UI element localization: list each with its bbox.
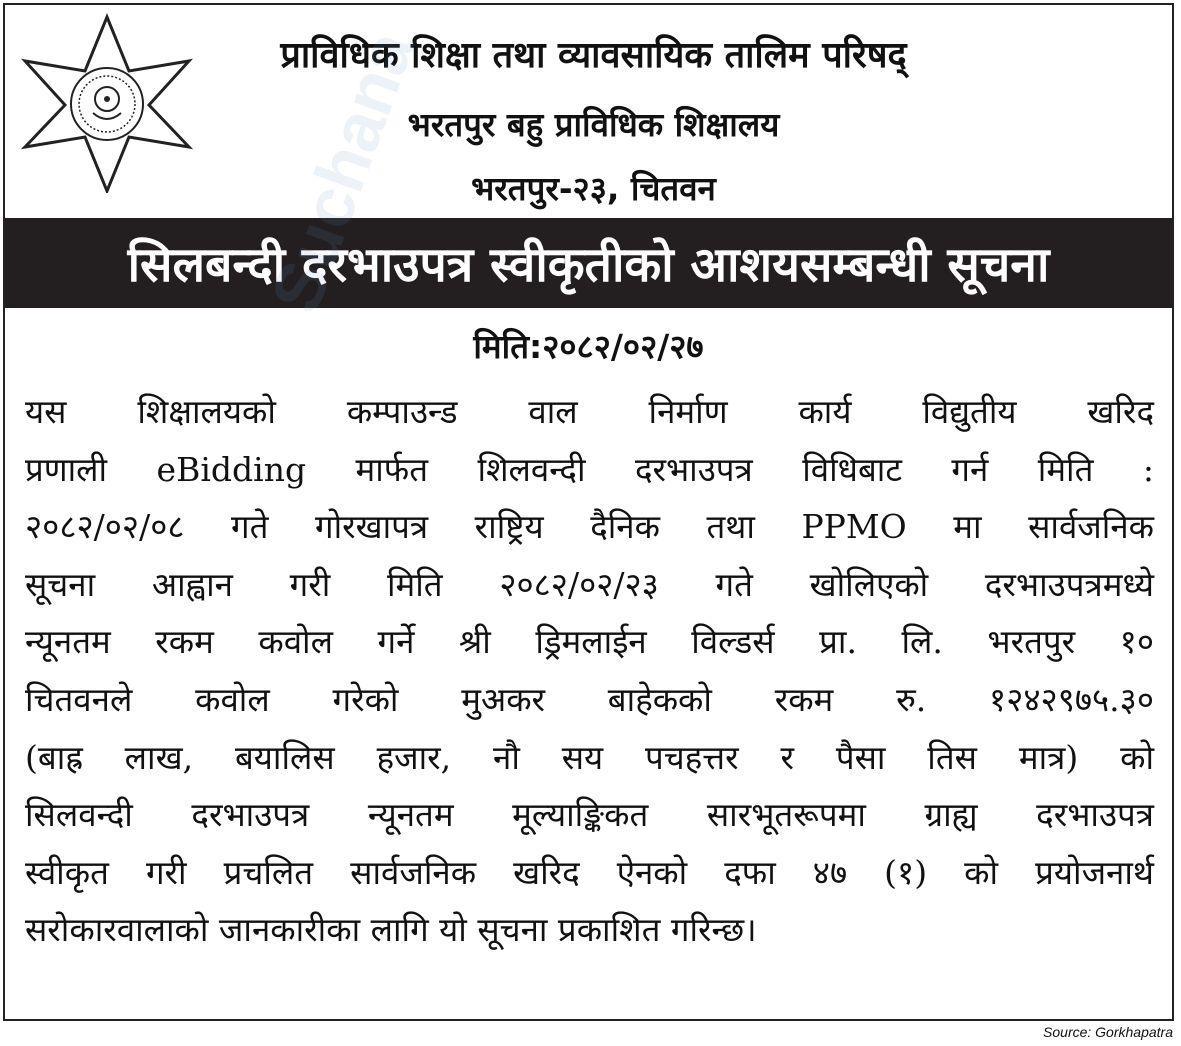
body-line: यस शिक्षालयको कम्पाउन्ड वाल निर्माण कार्य विद्युतीय खरिद: [25, 392, 1154, 431]
body-line: चितवनले कवोल गरेको मुअकर बाहेकको रकम रु. १२४२९७५.३०: [25, 679, 1154, 719]
body-line: प्रणाली eBidding मार्फत शिलवन्दी दरभाउपत्र विधिबाट गर्न मिति :: [25, 449, 1154, 489]
body-line: (बाह्र लाख, बयालिस हजार, नौ सय पचहत्तर र पैसा तिस मात्र) को: [25, 737, 1154, 777]
body-line: सिलवन्दी दरभाउपत्र न्यूनतम मूल्याङ्किकत सारभूतरूपमा ग्राह्य दरभाउपत्र: [25, 795, 1154, 835]
notice-body: [25, 383, 1154, 959]
school-name: भरतपुर बहु प्राविधिक शिक्षालय: [407, 105, 780, 144]
council-name: प्राविधिक शिक्षा तथा व्यावसायिक तालिम परिषद्: [280, 35, 907, 76]
body-line: स्वीकृत गरी प्रचलित सार्वजनिक खरिद ऐनको दफा ४७ (१) को प्रयोजनार्थ: [25, 852, 1154, 892]
body-line: सूचना आह्वान गरी मिति २०८२/०२/२३ गते खोलिएको दरभाउपत्रमध्ये: [25, 564, 1154, 604]
notice-title-band: [5, 218, 1172, 308]
notice-date: मिति:२०८२/०२/२७: [473, 327, 704, 366]
watermark-text: Suchana: [255, 21, 430, 323]
notice-frame: [3, 3, 1174, 1021]
school-address: भरतपुर-२३, चितवन: [471, 169, 716, 208]
body-line: २०८२/०२/०८ गते गोरखापत्र राष्ट्रिय दैनिक तथा PPMO मा सार्वजनिक: [25, 507, 1154, 547]
government-emblem-icon: [17, 13, 197, 193]
body-line: सरोकारवालाको जानकारीका लागि यो सूचना प्रकाशित गरिन्छ।: [25, 910, 757, 950]
body-line: न्यूनतम रकम कवोल गर्ने श्री ड्रिमलाईन विल्डर्स प्रा. लि. भरतपुर १०: [25, 622, 1154, 662]
notice-title: सिलबन्दी दरभाउपत्र स्वीकृतीको आशयसम्बन्धी सूचना: [127, 236, 1050, 293]
source-credit: Source: Gorkhapatra: [1043, 1024, 1173, 1040]
